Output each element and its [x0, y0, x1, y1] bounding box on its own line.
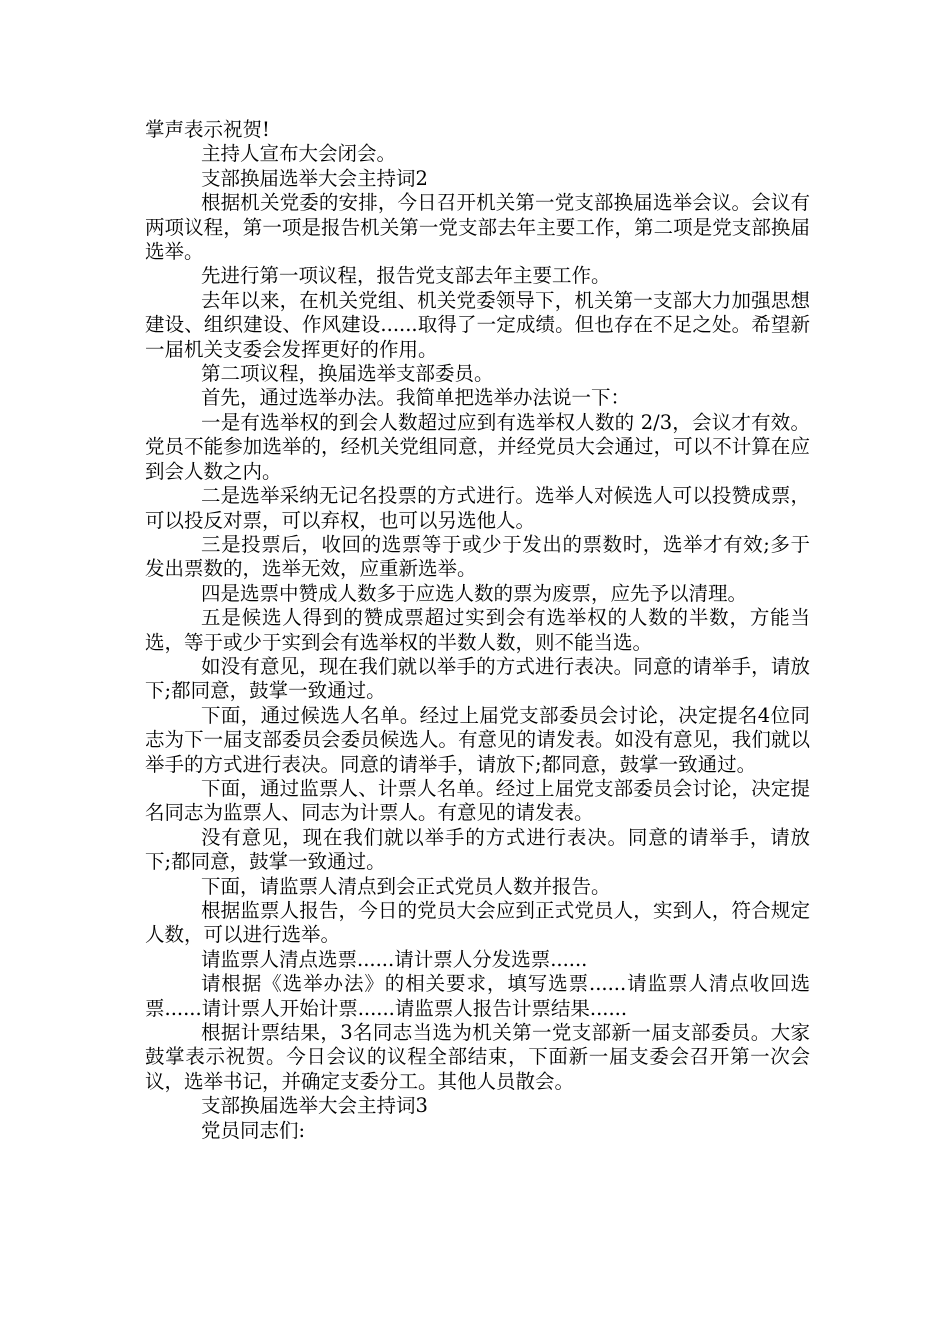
paragraph: 下面，通过候选人名单。经过上届党支部委员会讨论，决定提名4位同志为下一届支部委员会委员候选人。有意见的请发表。如没有意见，我们就以举手的方式进行表决。同意的请举手，请放下;都同意，鼓掌一致通过。 — [145, 703, 810, 776]
paragraph: 先进行第一项议程，报告党支部去年主要工作。 — [201, 264, 611, 288]
paragraph: 去年以来，在机关党组、机关党委领导下，机关第一支部大力加强思想建设、组织建设、作风建设......取得了一定成绩。但也存在不足之处。希望新一届机关支委会发挥更好的作用。 — [145, 288, 810, 361]
paragraph: 一是有选举权的到会人数超过应到有选举权人数的 2/3，会议才有效。党员不能参加选举的，经机关党组同意，并经党员大会通过，可以不计算在应到会人数之内。 — [145, 410, 810, 483]
paragraph: 五是候选人得到的赞成票超过实到会有选举权的人数的半数，方能当选，等于或少于实到会有选举权的半数人数，则不能当选。 — [145, 606, 810, 654]
paragraph: 掌声表示祝贺! — [145, 118, 270, 141]
paragraph: 四是选票中赞成人数多于应选人数的票为废票，应先予以清理。 — [201, 581, 748, 605]
paragraph: 请监票人清点选票......请计票人分发选票...... — [201, 947, 588, 971]
paragraph: 下面，请监票人清点到会正式党员人数并报告。 — [201, 874, 611, 898]
paragraph: 请根据《选举办法》的相关要求，填写选票......请监票人清点收回选票......请计票人开始计票......请监票人报告计票结果...... — [145, 972, 810, 1020]
paragraph: 如没有意见，现在我们就以举手的方式进行表决。同意的请举手，请放下;都同意，鼓掌一致通过。 — [145, 654, 810, 703]
paragraph: 根据监票人报告，今日的党员大会应到正式党员人，实到人，符合规定人数，可以进行选举。 — [145, 899, 810, 947]
paragraph: 没有意见，现在我们就以举手的方式进行表决。同意的请举手，请放下;都同意，鼓掌一致通过。 — [145, 825, 810, 874]
paragraph: 三是投票后，收回的选票等于或少于发出的票数时，选举才有效;多于发出票数的，选举无效，应重新选举。 — [145, 532, 810, 581]
paragraph: 根据计票结果，3名同志当选为机关第一党支部新一届支部委员。大家鼓掌表示祝贺。今日会议的议程全部结束，下面新一届支委会召开第一次会议，选举书记，并确定支委分工。其他人员散会。 — [145, 1021, 810, 1093]
paragraph: 党员同志们: — [201, 1118, 306, 1142]
paragraph: 下面，通过监票人、计票人名单。经过上届党支部委员会讨论，决定提名同志为监票人、同志为计票人。有意见的请发表。 — [145, 776, 810, 825]
document-body — [145, 118, 810, 1143]
section-heading: 支部换届选举大会主持词2 — [201, 166, 428, 190]
paragraph: 首先，通过选举办法。我简单把选举办法说一下： — [201, 386, 631, 410]
paragraph: 主持人宣布大会闭会。 — [201, 142, 397, 166]
paragraph: 根据机关党委的安排，今日召开机关第一党支部换届选举会议。会议有两项议程，第一项是报告机关第一党支部去年主要工作，第二项是党支部换届选举。 — [145, 191, 810, 264]
section-heading: 支部换届选举大会主持词3 — [201, 1094, 428, 1118]
paragraph: 二是选举采纳无记名投票的方式进行。选举人对候选人可以投赞成票，可以投反对票，可以弃权，也可以另选他人。 — [145, 484, 810, 532]
paragraph: 第二项议程，换届选举支部委员。 — [201, 362, 494, 386]
